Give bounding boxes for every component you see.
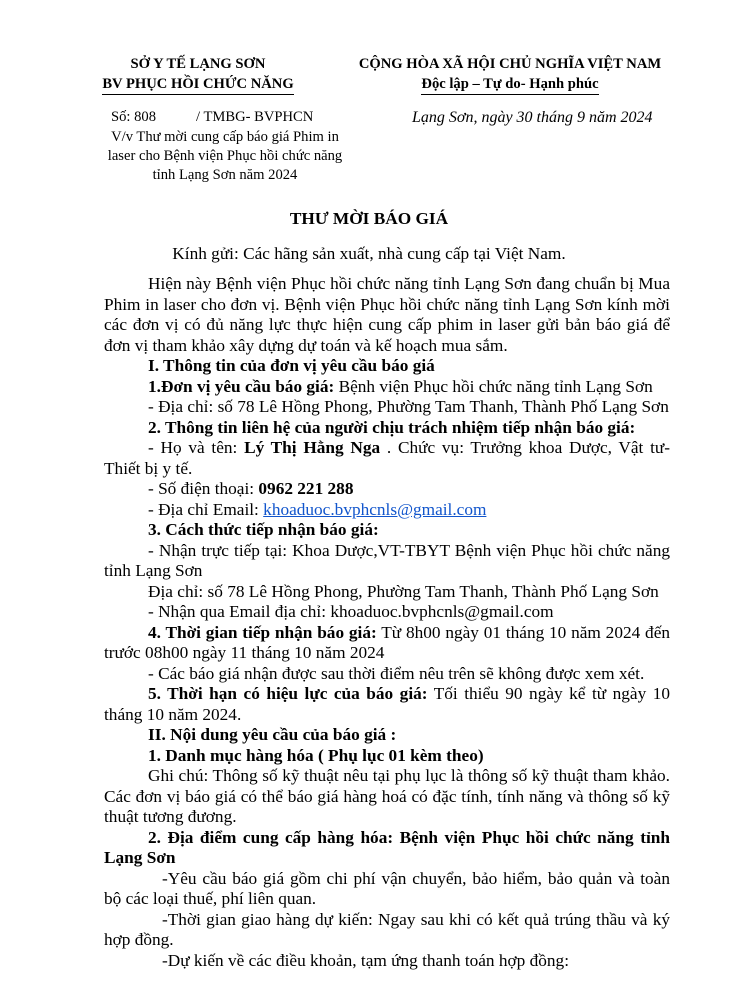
reference-number (111, 109, 313, 126)
contact-heading: 2. Thông tin liên hệ của người chịu trách nhiệm tiếp nhận báo giá: (148, 417, 636, 437)
receive-time: 4. Thời gian tiếp nhận báo giá: Từ 8h00 ngày 01 tháng 10 năm 2024 đến trước 08h00 ngày 11 tháng 10 năm 2024 (104, 622, 671, 662)
date-place: Lạng Sơn, ngày 30 tháng 9 năm 2024 (412, 109, 653, 126)
section2-heading: II. Nội dung yêu cầu của báo giá : (148, 725, 397, 744)
receive-email: - Nhận qua Email địa chỉ: khoaduoc.bvphcnls@gmail.com (148, 602, 554, 621)
greeting: Kính gửi: Các hãng sản xuất, nhà cung cấp tại Việt Nam. (172, 244, 566, 263)
receive-address: Địa chỉ: số 78 Lê Hồng Phong, Phường Tam Thanh, Thành Phố Lạng Sơn (148, 581, 659, 601)
goods-note: Ghi chú: Thông số kỹ thuật nêu tại phụ lục là thông số kỹ thuật tham khảo. Các đơn vị báo giá có thể báo giá hàng hoá có đặc tính, tính năng và thông số kỹ thuật tương đương. (104, 766, 670, 826)
document-body (104, 274, 670, 971)
national-motto: Độc lập – Tự do- Hạnh phúc (421, 74, 598, 95)
email-link[interactable]: khoaduoc.bvphcnls@gmail.com (263, 499, 487, 519)
location-heading: 2. Địa điểm cung cấp hàng hóa: Bệnh viện Phục hồi chức năng tỉnh Lạng Sơn (104, 827, 670, 867)
contact-phone: - Số điện thoại: 0962 221 288 (148, 479, 354, 498)
requirement-payment: -Dự kiến về các điều khoản, tạm ứng thanh toán hợp đồng: (162, 950, 569, 970)
nation-name: CỘNG HÒA XÃ HỘI CHỦ NGHĨA VIỆT NAM (358, 56, 662, 72)
issuer-header (88, 54, 308, 95)
validity: 5. Thời hạn có hiệu lực của báo giá: Tối thiểu 90 ngày kể từ ngày 10 tháng 10 năm 2024. (104, 684, 670, 724)
contact-email: - Địa chỉ Email: khoaduoc.bvphcnls@gmail.com (148, 499, 487, 519)
intro-paragraph: Hiện này Bệnh viện Phục hồi chức năng tỉnh Lạng Sơn đang chuẩn bị Mua Phim in laser cho đơn vị. Bệnh viện Phục hồi chức năng tỉnh Lạng Sơn kính mời các đơn vị có đủ năng lực thực hiện cung cấp phim in laser gửi bản báo giá để đơn vị tham khảo xây dựng dự toán và kế hoạch mua sắm. (104, 274, 670, 355)
receive-direct: - Nhận trực tiếp tại: Khoa Dược,VT-TBYT Bệnh viện Phục hồi chức năng tỉnh Lạng Sơn (104, 540, 670, 580)
receive-heading: 3. Cách thức tiếp nhận báo giá: (148, 520, 379, 539)
document-subject: V/v Thư mời cung cấp báo giá Phim in laser cho Bệnh viện Phục hồi chức năng tỉnh Lạng Sơn năm 2024 (107, 129, 343, 183)
receive-time-note: - Các báo giá nhận được sau thời điểm nêu trên sẽ không được xem xét. (148, 663, 645, 683)
unit-address: - Địa chỉ: số 78 Lê Hồng Phong, Phường Tam Thanh, Thành Phố Lạng Sơn (148, 397, 669, 416)
hospital-name: BV PHỤC HỒI CHỨC NĂNG (102, 74, 293, 95)
section1-heading: I. Thông tin của đơn vị yêu cầu báo giá (148, 356, 435, 375)
requesting-unit: 1.Đơn vị yêu cầu báo giá: Bệnh viện Phục hồi chức năng tỉnh Lạng Sơn (148, 376, 653, 396)
requirement-costs: -Yêu cầu báo giá gồm chi phí vận chuyển, bảo hiểm, bảo quản và toàn bộ các loại thuế, phí liên quan. (104, 868, 670, 908)
contact-name: - Họ và tên: Lý Thị Hằng Nga . Chức vụ: Trưởng khoa Dược, Vật tư- Thiết bị y tế. (104, 438, 670, 478)
document-title: THƯ MỜI BÁO GIÁ (289, 209, 449, 228)
ref-number: Số: 808 (111, 109, 157, 125)
requirement-delivery: -Thời gian giao hàng dự kiến: Ngay sau khi có kết quả trúng thầu và ký hợp đồng. (104, 909, 670, 949)
ref-suffix: / TMBG- BVPHCN (196, 109, 314, 125)
goods-heading: 1. Danh mục hàng hóa ( Phụ lục 01 kèm theo) (148, 745, 484, 765)
department-name: SỞ Y TẾ LẠNG SƠN (130, 56, 266, 72)
national-header (340, 54, 680, 95)
